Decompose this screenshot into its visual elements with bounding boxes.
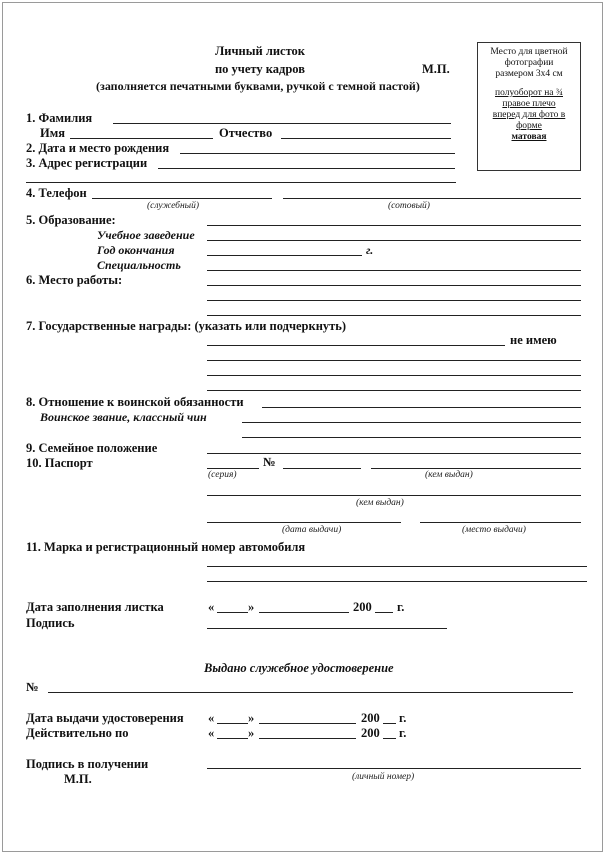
fill-day-line[interactable]: [217, 612, 248, 613]
field-label-awards: 7. Государственные награды: (указать или подчеркнуть): [26, 319, 347, 333]
field-label-education: 5. Образование:: [26, 213, 116, 227]
fill-date-label: Дата заполнения листка: [26, 600, 164, 614]
passport-issuer-hint-2: (кем выдан): [356, 498, 404, 508]
quote-open: «: [208, 711, 215, 725]
valid-year-suffix: г.: [399, 726, 407, 740]
rank-line-2[interactable]: [242, 437, 581, 438]
school-line[interactable]: [207, 240, 581, 241]
surname-line[interactable]: [113, 123, 451, 124]
field-label-school: Учебное заведение: [97, 228, 195, 242]
phone-mobile-hint: (сотовый): [388, 201, 430, 211]
photo-caption-line: фотографии: [504, 58, 554, 68]
fill-year-line[interactable]: [375, 612, 393, 613]
military-line[interactable]: [262, 407, 581, 408]
quote-close: »: [248, 726, 255, 740]
signature-label: Подпись: [26, 616, 75, 630]
photo-caption-line: Место для цветной: [490, 47, 568, 57]
field-label-specialty: Специальность: [97, 258, 181, 272]
awards-line-2[interactable]: [207, 360, 581, 361]
passport-issuer-hint: (кем выдан): [425, 470, 473, 480]
signature-line[interactable]: [207, 628, 447, 629]
awards-line[interactable]: [207, 345, 505, 346]
workplace-line-3[interactable]: [207, 315, 581, 316]
field-label-year: Год окончания: [97, 243, 175, 257]
passport-date-hint: (дата выдачи): [282, 525, 342, 535]
fill-year-prefix: 200: [353, 600, 372, 614]
passport-series-line[interactable]: [207, 468, 259, 469]
phone-work-line[interactable]: [92, 198, 272, 199]
patronymic-line[interactable]: [281, 138, 451, 139]
field-label-surname: 1. Фамилия: [26, 111, 93, 125]
form-instruction: (заполняется печатными буквами, ручкой с темной пастой): [96, 79, 420, 93]
phone-work-hint: (служебный): [147, 201, 200, 211]
passport-place-hint: (место выдачи): [462, 525, 526, 535]
birth-line[interactable]: [180, 153, 455, 154]
receipt-signature-line[interactable]: [207, 768, 581, 769]
name-line[interactable]: [70, 138, 213, 139]
certificate-title: Выдано служебное удостоверение: [204, 661, 394, 675]
valid-month-line[interactable]: [259, 738, 356, 739]
photo-note-line: матовая: [511, 132, 547, 142]
form-subtitle: по учету кадров: [214, 62, 305, 76]
field-label-address: 3. Адрес регистрации: [26, 156, 148, 170]
certificate-valid-label: Действительно по: [26, 726, 129, 740]
field-label-military: 8. Отношение к воинской обязанности: [26, 395, 244, 409]
car-line[interactable]: [207, 566, 587, 567]
workplace-line-2[interactable]: [207, 300, 581, 301]
certificate-no-sign: №: [26, 680, 39, 694]
field-label-name: Имя: [40, 126, 65, 140]
issue-year-prefix: 200: [361, 711, 380, 725]
photo-note-line: форме: [516, 121, 542, 131]
photo-caption-line: размером 3х4 см: [495, 69, 563, 79]
certificate-issue-label: Дата выдачи удостоверения: [26, 711, 184, 725]
issue-day-line[interactable]: [217, 723, 248, 724]
specialty-line[interactable]: [207, 270, 581, 271]
photo-note-line: полуоборот на ¾: [495, 88, 563, 98]
awards-none-option[interactable]: не имею: [510, 333, 557, 347]
quote-open: «: [208, 726, 215, 740]
valid-year-prefix: 200: [361, 726, 380, 740]
passport-place-line[interactable]: [420, 522, 581, 523]
phone-mobile-line[interactable]: [283, 198, 581, 199]
stamp-label: М.П.: [422, 62, 450, 76]
field-label-phone: 4. Телефон: [26, 186, 87, 200]
field-label-car: 11. Марка и регистрационный номер автомобиля: [26, 540, 306, 554]
field-label-passport: 10. Паспорт: [26, 456, 93, 470]
receipt-label: Подпись в получении: [26, 757, 149, 771]
photo-note-line: вперед для фото в: [492, 110, 566, 120]
personal-number-hint: (личный номер): [352, 772, 415, 782]
passport-issuer-line[interactable]: [371, 468, 581, 469]
form-title: Личный листок: [214, 44, 306, 58]
certificate-number-line[interactable]: [48, 692, 573, 693]
year-suffix: г.: [366, 243, 374, 257]
education-line[interactable]: [207, 225, 581, 226]
fill-year-suffix: г.: [397, 600, 405, 614]
passport-series-hint: (серия): [208, 470, 237, 480]
field-label-workplace: 6. Место работы:: [26, 273, 123, 287]
valid-year-line[interactable]: [383, 738, 396, 739]
rank-line[interactable]: [242, 422, 581, 423]
photo-note-line: правое плечо: [502, 99, 556, 109]
field-label-rank: Воинское звание, классный чин: [40, 410, 207, 424]
issue-year-line[interactable]: [383, 723, 396, 724]
quote-close: »: [248, 600, 255, 614]
passport-no-sign: №: [263, 455, 276, 469]
passport-issuer-line-2[interactable]: [207, 495, 581, 496]
car-line-2[interactable]: [207, 581, 587, 582]
photo-placeholder[interactable]: [477, 42, 581, 171]
passport-number-line[interactable]: [283, 468, 361, 469]
awards-line-4[interactable]: [207, 390, 581, 391]
quote-open: «: [208, 600, 215, 614]
issue-year-suffix: г.: [399, 711, 407, 725]
fill-month-line[interactable]: [259, 612, 349, 613]
field-label-birth: 2. Дата и место рождения: [26, 141, 170, 155]
passport-date-line[interactable]: [207, 522, 401, 523]
marital-line[interactable]: [207, 453, 581, 454]
certificate-stamp: М.П.: [64, 772, 92, 786]
address-line-2[interactable]: [26, 182, 456, 183]
field-label-marital: 9. Семейное положение: [26, 441, 158, 455]
issue-month-line[interactable]: [259, 723, 356, 724]
quote-close: »: [248, 711, 255, 725]
awards-line-3[interactable]: [207, 375, 581, 376]
address-line[interactable]: [158, 168, 455, 169]
valid-day-line[interactable]: [217, 738, 248, 739]
field-label-patronymic: Отчество: [219, 126, 273, 140]
workplace-line[interactable]: [207, 285, 581, 286]
graduation-year-line[interactable]: [207, 255, 362, 256]
